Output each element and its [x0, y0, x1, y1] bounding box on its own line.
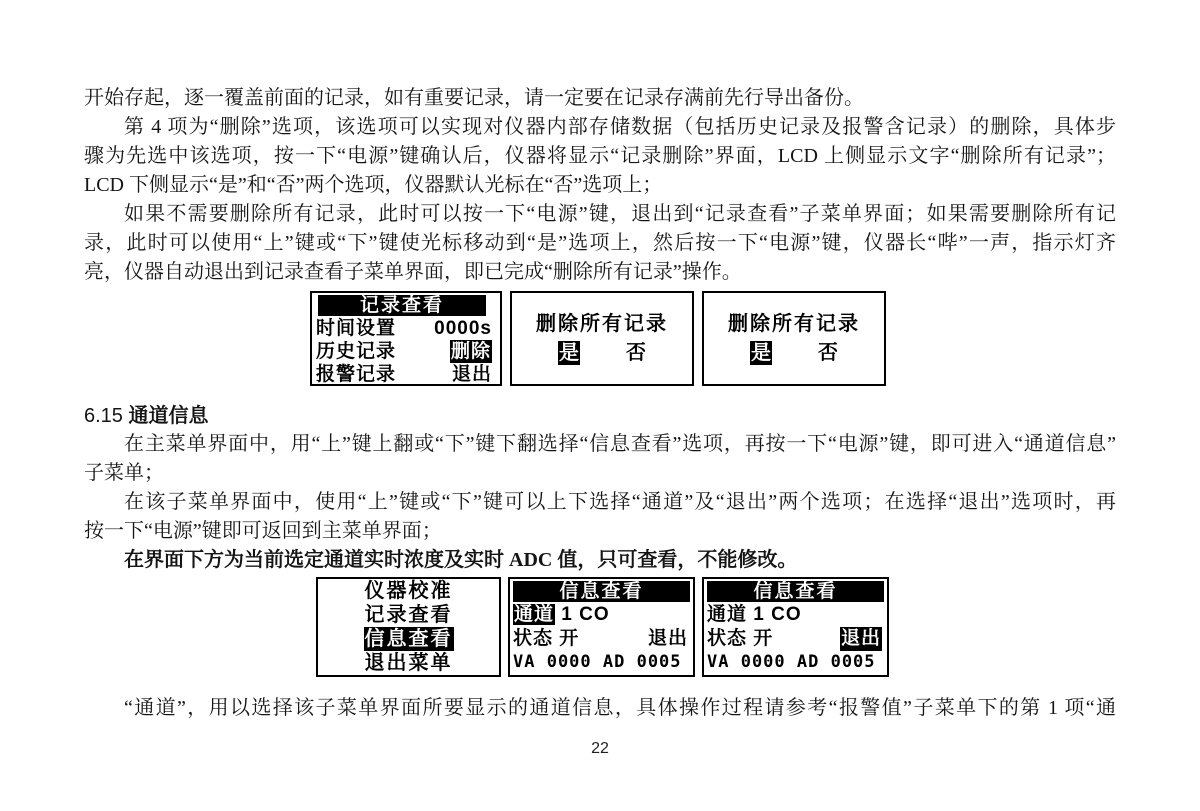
section-heading [84, 403, 1116, 430]
lcd-screen-info-view-channel [508, 577, 695, 677]
lcd-message: 删除所有记录 [536, 313, 668, 335]
body-line: 在主菜单界面中，用“上”键上翻或“下”键下翻选择“信息查看”选项，再按一下“电源”键，即可进入“通道信息” [124, 433, 1116, 455]
lcd-status-row [707, 627, 884, 651]
lcd-figure-row-info [316, 577, 1116, 677]
page-number: 22 [591, 740, 609, 757]
lcd-message: 删除所有记录 [728, 313, 860, 335]
lcd-figure-row-delete [310, 291, 1116, 386]
lcd-menu-item: 仪器校准 [364, 580, 453, 602]
lcd-adc-row: VA 0000 AD 0005 [513, 652, 682, 672]
lcd-options-row [558, 341, 646, 365]
lcd-menu-row [316, 363, 496, 386]
lcd-option-yes-selected: 是 [559, 342, 579, 364]
lcd-label: 历史记录 [316, 341, 397, 362]
lcd-option-no: 否 [818, 342, 838, 364]
lcd-screen-main-menu [316, 577, 501, 677]
lcd-channel-row [707, 603, 884, 627]
lcd-label: 时间设置 [316, 318, 397, 339]
lcd-title-bar: 信息查看 [513, 581, 690, 602]
lcd-menu-item-selected: 信息查看 [364, 628, 453, 650]
body-line: 开始存起，逐一覆盖前面的记录，如有重要记录，请一定要在记录存满前先行导出备份。 [84, 87, 864, 109]
lcd-value: 退出 [451, 364, 492, 385]
lcd-channel-row [513, 603, 690, 627]
lcd-channel-label: 通道 [707, 604, 748, 625]
lcd-screen-record-view [310, 291, 502, 386]
lcd-value-selected: 删除 [450, 341, 491, 362]
lcd-channel-value: 1 CO [561, 604, 610, 625]
section-title: 通道信息 [128, 405, 209, 427]
body-line: 子菜单； [84, 462, 164, 484]
body-line-emphasis: 在界面下方为当前选定通道实时浓度及实时 ADC 值，只可查看，不能修改。 [124, 549, 798, 571]
lcd-title-bar: 记录查看 [318, 295, 486, 316]
lcd-menu-item: 记录查看 [364, 604, 453, 626]
body-line: 骤为先选中该选项，按一下“电源”键确认后，仪器将显示“记录删除”界面，LCD 上侧显示文字“删除所有记录”； [84, 145, 1116, 167]
lcd-menu-item: 退出菜单 [364, 652, 453, 674]
lcd-title-bar: 信息查看 [707, 581, 884, 602]
lcd-exit-label-selected: 退出 [840, 628, 881, 649]
lcd-status-row [513, 627, 690, 651]
body-line: 亮，仪器自动退出到记录查看子菜单界面，即已完成“删除所有记录”操作。 [84, 261, 742, 283]
manual-page [84, 84, 1116, 723]
lcd-status: 状态 开 [707, 628, 774, 649]
body-line: LCD 下侧显示“是”和“否”两个选项，仪器默认光标在“否”选项上； [84, 174, 663, 196]
lcd-options-row [750, 341, 838, 365]
lcd-value: 0000s [434, 318, 492, 339]
lcd-menu-row [316, 317, 496, 340]
body-line: 在该子菜单界面中，使用“上”键或“下”键可以上下选择“通道”及“退出”两个选项；在选择“退出”选项时，再 [124, 491, 1116, 513]
section-number: 6.15 [84, 405, 123, 427]
lcd-screen-delete-confirm-2 [702, 291, 886, 386]
body-line: 录，此时可以使用“上”键或“下”键使光标移动到“是”选项上，然后按一下“电源”键，仪器长“哔”一声，指示灯齐 [84, 232, 1116, 254]
lcd-screen-delete-confirm-1 [510, 291, 694, 386]
lcd-menu-row [316, 340, 496, 363]
lcd-label: 报警记录 [316, 364, 397, 385]
lcd-exit-label: 退出 [647, 628, 688, 649]
lcd-status: 状态 开 [513, 628, 580, 649]
lcd-channel-label-selected: 通道 [514, 604, 555, 625]
body-line: 按一下“电源”键即可返回到主菜单界面； [84, 520, 442, 542]
body-line: 第 4 项为“删除”选项，该选项可以实现对仪器内部存储数据（包括历史记录及报警含记录）的删除，具体步 [124, 116, 1116, 138]
lcd-option-no: 否 [626, 342, 646, 364]
body-line: 如果不需要删除所有记录，此时可以按一下“电源”键，退出到“记录查看”子菜单界面；如果需要删除所有记 [124, 203, 1116, 225]
lcd-channel-value: 1 CO [753, 604, 802, 625]
lcd-option-yes-selected: 是 [751, 342, 771, 364]
body-line: “通道”，用以选择该子菜单界面所要显示的通道信息，具体操作过程请参考“报警值”子菜单下的第 1 项“通 [124, 697, 1116, 719]
lcd-screen-info-view-exit [702, 577, 889, 677]
lcd-adc-row: VA 0000 AD 0005 [707, 652, 876, 672]
